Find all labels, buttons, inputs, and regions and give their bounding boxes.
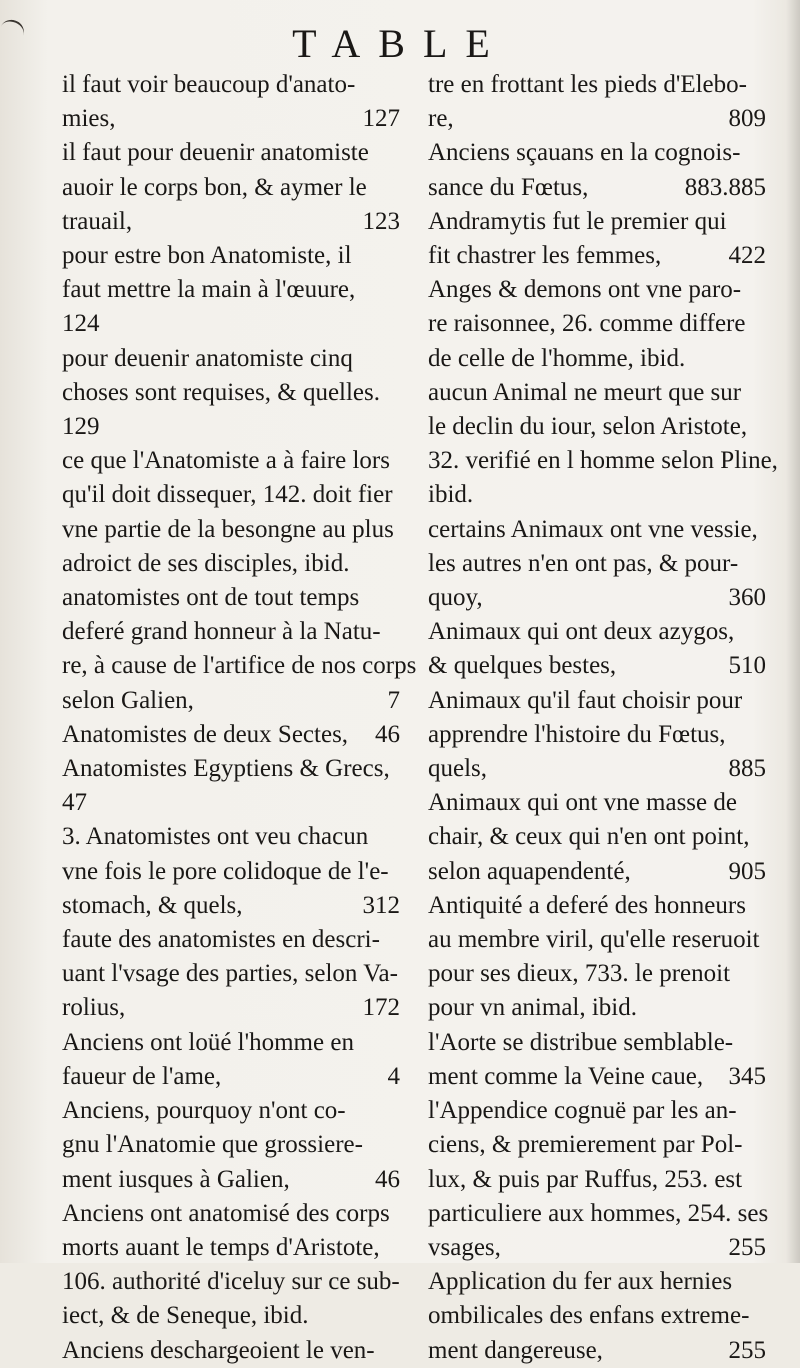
index-entry bbox=[424, 136, 770, 204]
index-entry-line: ment iusques à Galien, 46 bbox=[58, 1163, 404, 1197]
index-entry bbox=[424, 273, 770, 376]
index-entry-line: il faut pour deuenir anatomiste bbox=[62, 139, 369, 167]
index-entry-line: anatomistes ont de tout temps bbox=[62, 584, 360, 612]
index-entry bbox=[58, 1334, 404, 1368]
index-entry-line: de celle de l'homme, ibid. bbox=[428, 344, 686, 372]
index-entry-line: le declin du iour, selon Aristote, bbox=[428, 413, 748, 441]
index-entry-line: uant l'vsage des parties, selon Va- bbox=[62, 960, 398, 988]
index-entry-line: Andramytis fut le premier qui bbox=[428, 207, 727, 235]
page-reference: 422 bbox=[728, 242, 766, 270]
index-entry-line: deferé grand honneur à la Natu- bbox=[62, 618, 381, 646]
index-entry-line: adroict de ses disciples, ibid. bbox=[62, 549, 350, 577]
index-entry-line: selon Galien, 7 bbox=[58, 684, 404, 718]
index-column-right bbox=[424, 68, 778, 1368]
index-entry bbox=[58, 342, 404, 445]
index-entry-line: rolius, 172 bbox=[58, 991, 404, 1025]
index-entry-line: pour estre bon Anatomiste, il bbox=[62, 242, 352, 270]
index-entry-line: apprendre l'histoire du Fœtus, bbox=[428, 720, 726, 748]
page-reference: 312 bbox=[362, 891, 400, 919]
index-entry-line: Anciens ont anatomisé des corps bbox=[62, 1199, 390, 1227]
index-entry-line: pour deuenir anatomiste cinq bbox=[62, 344, 353, 372]
index-entry-line: l'Aorte se distribue semblable- bbox=[428, 1028, 734, 1056]
index-entry-line: les autres n'en ont pas, & pour- bbox=[428, 549, 739, 577]
index-entry-line: Animaux qu'il faut choisir pour bbox=[428, 686, 743, 714]
page-reference: 905 bbox=[728, 857, 766, 885]
index-entry bbox=[58, 444, 404, 581]
index-entry-line: morts auant le temps d'Aristote, bbox=[62, 1233, 380, 1261]
page-edge-shadow bbox=[786, 0, 800, 1263]
page-reference: 510 bbox=[728, 652, 766, 680]
index-entry-line: 106. authorité d'iceluy sur ce sub- bbox=[62, 1268, 400, 1296]
index-entry-line: pour ses dieux, 733. le prenoit bbox=[428, 960, 731, 988]
index-entry-line: fit chastrer les femmes, 422 bbox=[424, 239, 770, 273]
index-entry-line: Anciens deschargeoient le ven- bbox=[62, 1336, 375, 1364]
index-entry-line: Anatomistes Egyptiens & Grecs, bbox=[62, 755, 390, 783]
index-entry bbox=[424, 684, 770, 787]
index-entry-line: Antiquité a deferé des honneurs bbox=[428, 891, 746, 919]
index-entry-line: vne partie de la besongne au plus bbox=[62, 515, 394, 543]
index-entry bbox=[424, 889, 770, 1026]
index-entry-line: Anges & demons ont vne paro- bbox=[428, 276, 742, 304]
index-entry-line: re, 809 bbox=[424, 102, 770, 136]
index-entry-line: particuliere aux hommes, 254. ses bbox=[428, 1199, 769, 1227]
page-reference: 345 bbox=[728, 1062, 766, 1090]
index-entry bbox=[58, 136, 404, 239]
index-entry bbox=[424, 1265, 770, 1368]
index-entry-line: re, à cause de l'artifice de nos corps bbox=[62, 652, 417, 680]
index-entry-line: lux, & puis par Ruffus, 253. est bbox=[428, 1165, 743, 1193]
index-entry-line: l'Appendice cognuë par les an- bbox=[428, 1097, 737, 1125]
index-entry-line: 47 bbox=[62, 789, 87, 817]
index-entry-line: quoy, 360 bbox=[424, 581, 770, 615]
index-entry-line: 32. verifié en l homme selon Pline, bbox=[428, 447, 778, 475]
index-entry bbox=[58, 923, 404, 1026]
index-entry-line: aucun Animal ne meurt que sur bbox=[428, 378, 742, 406]
index-entry-line: tre en frottant les pieds d'Elebo- bbox=[428, 71, 747, 98]
index-entry bbox=[424, 1026, 770, 1094]
page-reference: 255 bbox=[728, 1233, 766, 1261]
page-reference: 123 bbox=[362, 207, 400, 235]
index-entry bbox=[58, 68, 404, 136]
index-entry-line: ciens, & premierement par Pol- bbox=[428, 1131, 743, 1159]
index-entry-line: ibid. bbox=[428, 481, 474, 509]
index-entry-line: Anciens ont loüé l'homme en bbox=[62, 1028, 354, 1056]
index-entry-line: sance du Fœtus, 883.885 bbox=[424, 171, 770, 205]
index-entry bbox=[58, 581, 417, 718]
page-reference: 4 bbox=[387, 1062, 400, 1090]
index-entry-line: & quelques bestes, 510 bbox=[424, 649, 770, 683]
index-entry-line: choses sont requises, & quelles. bbox=[62, 378, 381, 406]
index-entry-line: ce que l'Anatomiste a à faire lors bbox=[62, 447, 390, 475]
index-entry bbox=[424, 786, 770, 889]
index-entry bbox=[424, 513, 770, 616]
index-entry-line: auoir le corps bon, & aymer le bbox=[62, 173, 367, 201]
index-entry-line: Anciens sçauans en la cognois- bbox=[428, 139, 741, 167]
index-entry-line: chair, & ceux qui n'en ont point, bbox=[428, 823, 750, 851]
index-entry bbox=[424, 1094, 770, 1265]
index-entry bbox=[424, 205, 770, 273]
index-entry bbox=[58, 1026, 404, 1094]
index-entry bbox=[58, 1197, 404, 1334]
index-entry bbox=[58, 752, 404, 820]
page-reference: 7 bbox=[387, 686, 400, 714]
index-entry-line: faute des anatomistes en descri- bbox=[62, 926, 380, 954]
page-reference: 885 bbox=[728, 755, 766, 783]
index-entry-line: gnu l'Anatomie que grossiere- bbox=[62, 1131, 363, 1159]
index-entry-line: 129 bbox=[62, 413, 100, 441]
index-column-left bbox=[58, 68, 417, 1368]
index-entry-line: ombilicales des enfans extreme- bbox=[428, 1302, 750, 1330]
index-entry bbox=[424, 68, 770, 136]
page-reference: 127 bbox=[362, 105, 400, 133]
index-entry bbox=[58, 239, 404, 342]
page-reference: 172 bbox=[362, 994, 400, 1022]
index-entry-line: 3. Anatomistes ont veu chacun bbox=[62, 823, 369, 851]
index-entry-line: Anciens, pourquoy n'ont co- bbox=[62, 1097, 346, 1125]
index-entry-line: Animaux qui ont vne masse de bbox=[428, 789, 737, 817]
page-reference: 46 bbox=[375, 1165, 400, 1193]
index-entry-line: Application du fer aux hernies bbox=[428, 1268, 733, 1296]
index-entry-line: quels, 885 bbox=[424, 752, 770, 786]
index-entry bbox=[58, 1094, 404, 1197]
page-reference: 255 bbox=[728, 1336, 766, 1364]
page-title: TABLE bbox=[292, 21, 508, 66]
index-entry-line: re raisonnee, 26. comme differe bbox=[428, 310, 746, 338]
index-entry-line: Animaux qui ont deux azygos, bbox=[428, 618, 735, 646]
index-entry-line: au membre viril, qu'elle reseruoit bbox=[428, 926, 760, 954]
index-entry-line: ment comme la Veine caue, 345 bbox=[424, 1060, 770, 1094]
index-entry-line: trauail, 123 bbox=[58, 205, 404, 239]
index-entry bbox=[58, 718, 404, 752]
index-entry-line: mies, 127 bbox=[58, 102, 404, 136]
index-entry-line: Anatomistes de deux Sectes, 46 bbox=[58, 718, 404, 752]
index-entry-line: selon aquapendenté, 905 bbox=[424, 855, 770, 889]
index-entry-line: iect, & de Seneque, ibid. bbox=[62, 1302, 309, 1330]
index-entry-line: ment dangereuse, 255 bbox=[424, 1334, 770, 1368]
index-entry-line: pour vn animal, ibid. bbox=[428, 994, 637, 1022]
index-entry-line: vsages, 255 bbox=[424, 1231, 770, 1265]
page-reference: 46 bbox=[375, 720, 400, 748]
index-entry bbox=[424, 615, 770, 683]
page-reference: 809 bbox=[728, 105, 766, 133]
index-entry-line: vne fois le pore colidoque de l'e- bbox=[62, 857, 389, 885]
index-entry-line: stomach, & quels, 312 bbox=[58, 889, 404, 923]
page-reference: 360 bbox=[728, 584, 766, 612]
index-entry-line: qu'il doit dissequer, 142. doit fier bbox=[62, 481, 393, 509]
index-entry bbox=[58, 820, 404, 923]
index-entry-line: faut mettre la main à l'œuure, bbox=[62, 276, 356, 304]
index-entry-line: il faut voir beaucoup d'anato- bbox=[62, 71, 356, 98]
index-entry-line: faueur de l'ame, 4 bbox=[58, 1060, 404, 1094]
index-entry-line: 124 bbox=[62, 310, 100, 338]
index-entry bbox=[424, 376, 778, 513]
index-entry-line: certains Animaux ont vne vessie, bbox=[428, 515, 758, 543]
page-reference: 883.885 bbox=[684, 173, 766, 201]
